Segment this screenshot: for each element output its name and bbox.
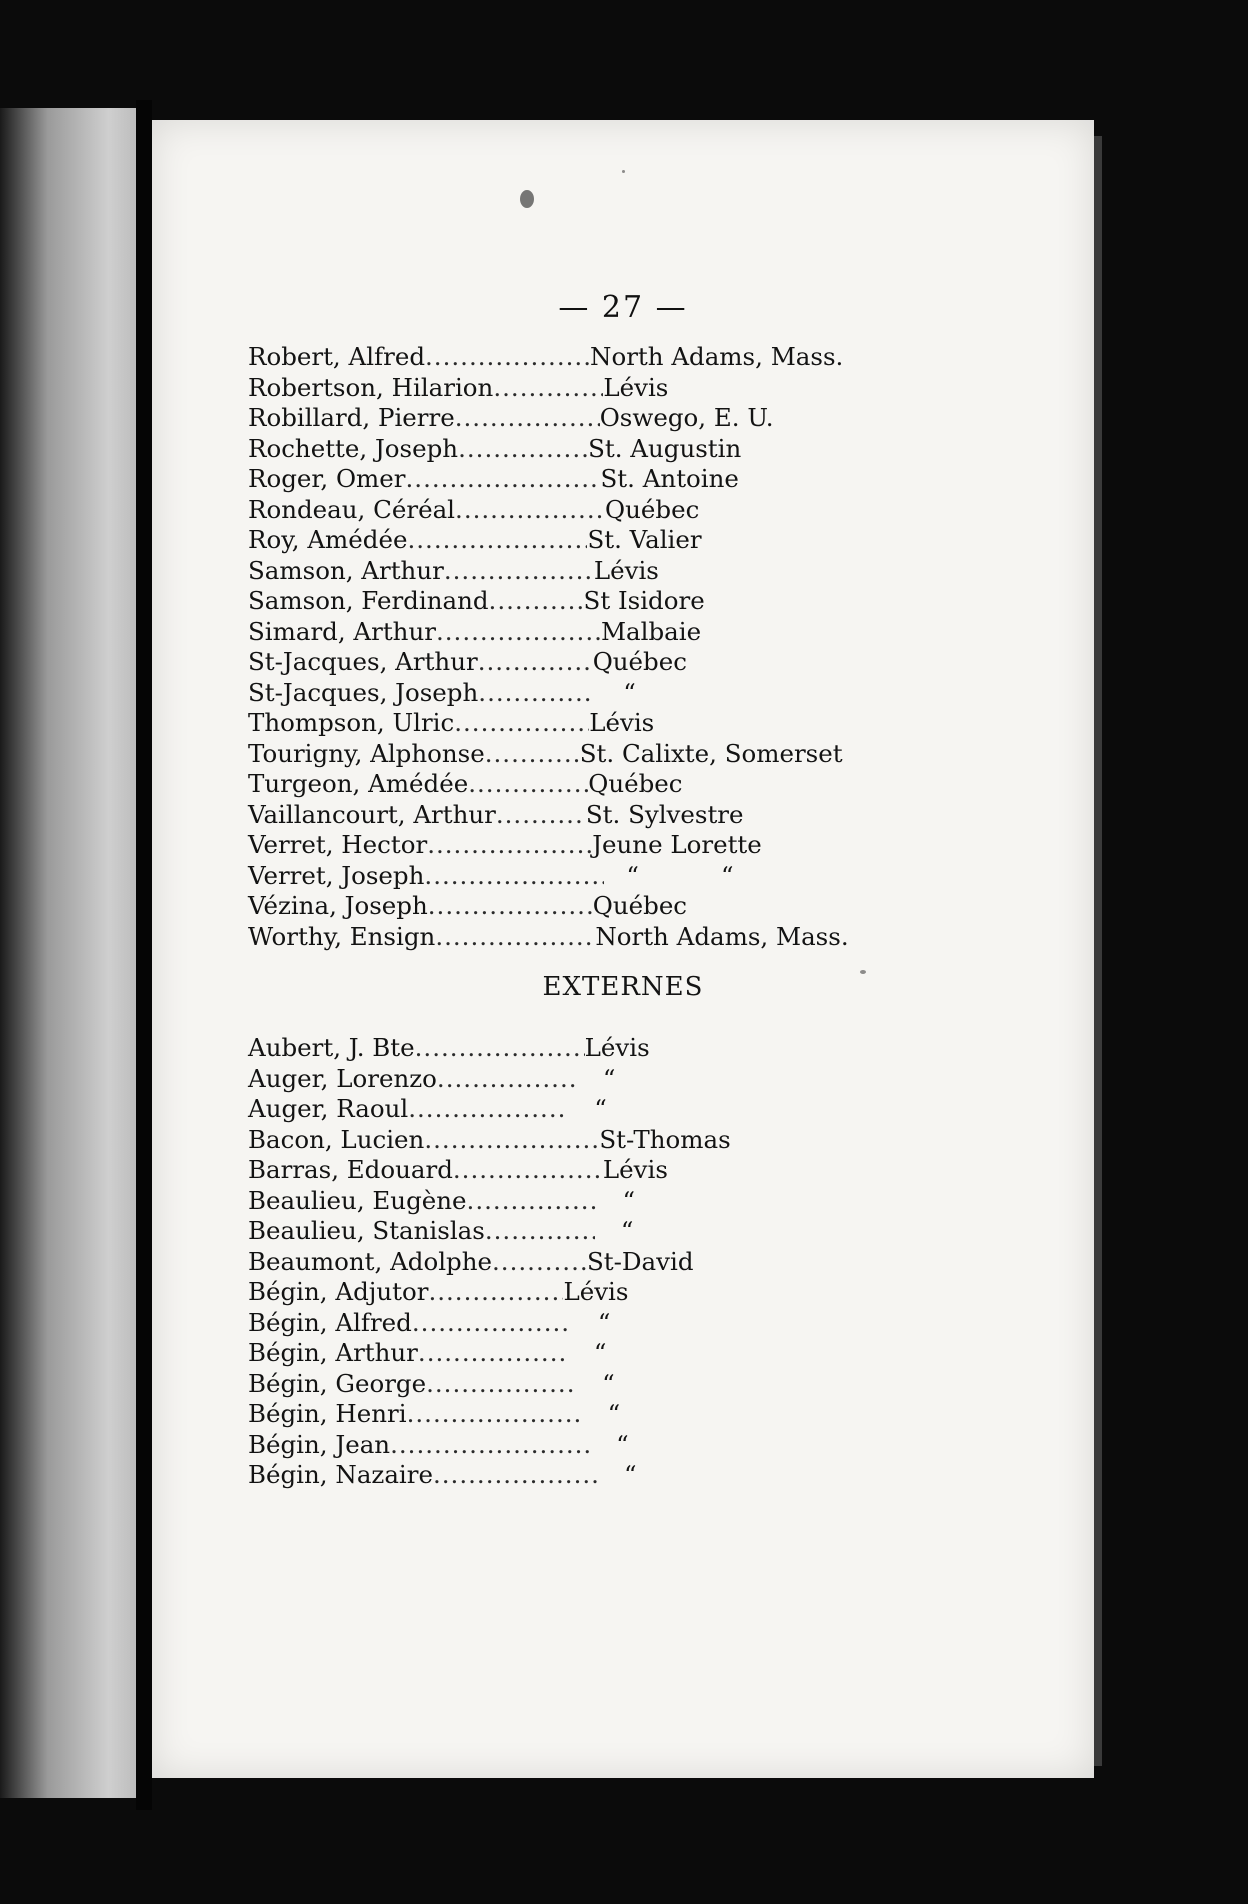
hometown: Québec — [592, 891, 688, 920]
binding-gutter — [136, 100, 152, 1810]
ditto-mark: “ — [602, 1368, 615, 1398]
dot-leader — [406, 464, 601, 495]
student-name: Vaillancourt, Arthur — [248, 799, 496, 829]
list-item — [248, 1216, 888, 1247]
student-name: Beaumont, Adolphe — [248, 1246, 492, 1276]
list-item — [248, 800, 888, 831]
hometown: St. Antoine — [600, 464, 739, 493]
dot-leader — [485, 1216, 595, 1247]
dot-leader — [428, 1277, 563, 1308]
list-item — [248, 1064, 888, 1095]
hometown: St. Calixte, Somerset — [579, 738, 843, 768]
externes-list — [248, 1033, 888, 1491]
list-item — [248, 647, 888, 678]
dot-leader — [478, 647, 593, 678]
ditto-mark: “ — [623, 1460, 637, 1489]
list-item — [248, 464, 888, 495]
student-name: Turgeon, Amédée — [248, 769, 469, 798]
list-item — [248, 739, 888, 770]
list-item — [248, 1399, 888, 1430]
hometown: St Isidore — [583, 586, 705, 615]
list-item — [248, 1094, 888, 1125]
list-item — [248, 769, 888, 800]
hometown: Lévis — [602, 1155, 668, 1184]
ditto-mark: “ — [620, 1216, 634, 1245]
hometown: Québec — [588, 769, 683, 798]
dot-leader — [424, 861, 604, 892]
ink-speck — [622, 170, 625, 173]
student-name: Verret, Hector — [248, 830, 428, 859]
list-item — [248, 1155, 888, 1186]
list-item — [248, 830, 888, 861]
dot-leader — [424, 1125, 599, 1156]
list-item — [248, 1308, 888, 1339]
list-item — [248, 922, 888, 953]
student-name: Samson, Arthur — [248, 555, 444, 585]
dot-leader — [408, 1094, 568, 1125]
dot-leader — [468, 769, 588, 800]
student-name: St-Jacques, Arthur — [248, 647, 478, 676]
ditto-mark: “ — [720, 860, 734, 890]
hometown: Québec — [605, 494, 700, 524]
student-name: Bégin, Henri — [248, 1399, 407, 1428]
student-name: Beaulieu, Stanislas — [248, 1216, 485, 1245]
page-edge-shadow — [1094, 136, 1102, 1766]
dot-leader — [435, 922, 595, 953]
dot-leader — [425, 342, 590, 373]
dot-leader — [489, 586, 584, 617]
hometown: Malbaie — [600, 616, 702, 646]
student-name: Samson, Ferdinand — [248, 586, 489, 615]
dot-leader — [496, 800, 586, 831]
student-name: Robertson, Hilarion — [248, 372, 494, 402]
hometown: Oswego, E. U. — [599, 403, 774, 432]
ditto-mark: “ — [602, 1063, 616, 1093]
hometown: Lévis — [603, 372, 669, 402]
list-item — [248, 525, 888, 556]
dot-leader — [478, 678, 593, 709]
student-list — [248, 342, 888, 952]
student-name: Bégin, Adjutor — [248, 1277, 429, 1306]
list-item — [248, 1247, 888, 1278]
facing-page-edge — [0, 108, 136, 1798]
student-name: Simard, Arthur — [248, 616, 436, 646]
ditto-mark: “ — [616, 1429, 629, 1459]
ditto-mark: “ — [623, 677, 636, 707]
list-item — [248, 1430, 888, 1461]
ditto-mark: “ — [594, 1094, 607, 1123]
section-heading-externes: EXTERNES — [542, 972, 704, 1002]
student-name: Aubert, J. Bte — [248, 1033, 415, 1062]
dot-leader — [407, 525, 587, 556]
student-name: Rondeau, Céréal — [248, 494, 456, 524]
student-name: St-Jacques, Joseph — [248, 677, 479, 707]
hometown: St-Thomas — [599, 1124, 731, 1154]
list-item — [248, 495, 888, 526]
list-item — [248, 586, 888, 617]
ditto-mark: “ — [597, 1307, 611, 1337]
dot-leader — [415, 1033, 585, 1064]
dot-leader — [390, 1430, 590, 1461]
list-item — [248, 556, 888, 587]
student-name: Thompson, Ulric — [248, 708, 455, 737]
list-item — [248, 1125, 888, 1156]
dot-leader — [455, 403, 600, 434]
student-name: Bégin, Jean — [248, 1429, 391, 1459]
student-name: Bégin, Alfred — [248, 1307, 412, 1337]
list-item — [248, 678, 888, 709]
page-number: — 27 — — [558, 290, 688, 325]
dot-leader — [492, 1247, 587, 1278]
list-item — [248, 1277, 888, 1308]
ditto-mark: “ — [607, 1399, 621, 1428]
dot-leader — [455, 495, 605, 526]
student-name: Beaulieu, Eugène — [248, 1185, 467, 1215]
student-name: Robert, Alfred — [248, 342, 426, 371]
dot-leader — [407, 1399, 582, 1430]
dot-leader — [485, 739, 580, 770]
student-name: Auger, Lorenzo — [248, 1063, 437, 1093]
dot-leader — [428, 891, 593, 922]
hometown: Québec — [592, 647, 687, 676]
student-name: Vézina, Joseph — [248, 891, 428, 920]
student-name: Rochette, Joseph — [248, 433, 459, 463]
ditto-mark: “ — [622, 1185, 636, 1215]
dot-leader — [426, 1369, 576, 1400]
ink-speck — [520, 190, 534, 208]
hometown: St. Sylvestre — [585, 799, 744, 829]
student-name: Bacon, Lucien — [248, 1124, 425, 1154]
student-name: Bégin, George — [248, 1368, 427, 1398]
list-item — [248, 1186, 888, 1217]
hometown: Jeune Lorette — [592, 830, 762, 859]
list-item — [248, 403, 888, 434]
hometown: Lévis — [589, 708, 655, 737]
dot-leader — [453, 1155, 603, 1186]
dot-leader — [427, 830, 592, 861]
list-item — [248, 342, 888, 373]
list-item — [248, 708, 888, 739]
list-item — [248, 861, 888, 892]
dot-leader — [418, 1338, 568, 1369]
ditto-mark: “ — [626, 860, 639, 890]
hometown: St. Valier — [587, 525, 702, 554]
hometown: Lévis — [563, 1277, 629, 1306]
list-item — [248, 1369, 888, 1400]
list-item — [248, 1338, 888, 1369]
hometown: North Adams, Mass. — [595, 921, 849, 951]
dot-leader — [433, 1460, 598, 1491]
student-name: Verret, Joseph — [248, 860, 425, 890]
student-name: Bégin, Nazaire — [248, 1460, 433, 1489]
student-name: Tourigny, Alphonse — [248, 738, 485, 768]
hometown: North Adams, Mass. — [590, 342, 844, 371]
student-name: Bégin, Arthur — [248, 1338, 418, 1367]
student-name: Barras, Edouard — [248, 1155, 453, 1184]
dot-leader — [493, 373, 603, 404]
list-item — [248, 891, 888, 922]
dot-leader — [436, 617, 601, 648]
dot-leader — [437, 1064, 577, 1095]
list-item — [248, 1460, 888, 1491]
hometown: Lévis — [584, 1033, 650, 1062]
list-item — [248, 373, 888, 404]
student-name: Auger, Raoul — [248, 1094, 409, 1123]
dot-leader — [412, 1308, 572, 1339]
ditto-mark: “ — [593, 1338, 607, 1367]
list-item — [248, 617, 888, 648]
dot-leader — [458, 434, 588, 465]
hometown: Lévis — [593, 555, 659, 585]
book-page — [152, 120, 1094, 1778]
hometown: St. Augustin — [588, 433, 742, 463]
student-name: Roy, Amédée — [248, 525, 408, 554]
dot-leader — [444, 556, 594, 587]
hometown: St-David — [587, 1246, 694, 1276]
list-item — [248, 1033, 888, 1064]
student-name: Worthy, Ensign — [248, 921, 436, 951]
dot-leader — [467, 1186, 597, 1217]
student-name: Roger, Omer — [248, 464, 406, 493]
dot-leader — [454, 708, 589, 739]
student-name: Robillard, Pierre — [248, 403, 455, 432]
ink-speck — [860, 970, 866, 974]
list-item — [248, 434, 888, 465]
